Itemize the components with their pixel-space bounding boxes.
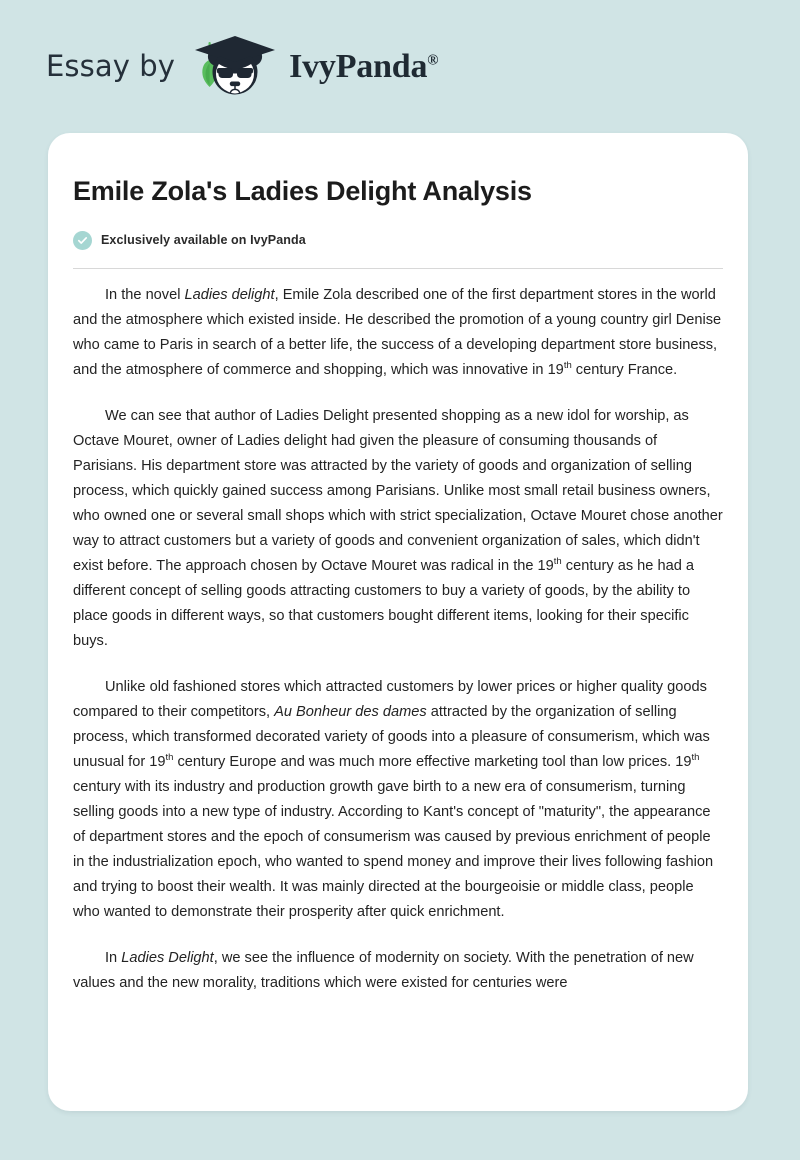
registered-trademark-icon: ® (427, 52, 439, 69)
essay-paragraph (73, 675, 723, 925)
text-run: attracted by the organization of selling process, which transformed decorated variety of goods into a pleasure of consumerism, which was unusual for 19 (73, 703, 710, 770)
brand-header (0, 0, 800, 133)
text-run: , Emile Zola described one of the first department stores in the world and the atmosphere which existed inside. He described the promotion of a young country girl Denise who came to Paris in search of a better life, the success of a developing department store business, and the atmosphere of commerce and shopping, which was innovative in 19 (73, 286, 722, 378)
panda-graduate-icon (189, 30, 281, 104)
essay-paragraph (73, 283, 723, 383)
italic-text: Ladies delight (184, 286, 275, 303)
ivypanda-logo[interactable] (189, 30, 438, 104)
essay-paper-card (48, 133, 748, 1111)
text-run: century as he had a different concept of selling goods attracting customers to buy a variety of goods, by the ability to place goods in different ways, so that customers bought different items, looking for their specific buys. (73, 557, 694, 649)
italic-text: Au Bonheur des dames (274, 703, 427, 720)
essay-paragraph (73, 404, 723, 654)
ordinal-superscript: th (165, 751, 174, 763)
text-run: century France. (571, 361, 678, 378)
text-run: We can see that author of Ladies Delight presented shopping as a new idol for worship, as Octave Mouret, owner of Ladies delight had given the pleasure of consuming thousands of Parisians. His department store was attracted by the variety of goods and organization of selling process, which quickly gained success among Parisians. Unlike most small retail business owners, who owned one or several small shops which with strict specialization, Octave Mouret chose another way to attract customers but a variety of goods and convenient organization of sales, which didn't exist before. The approach chosen by Octave Mouret was radical in the 19 (73, 407, 723, 574)
brand-name-text: IvyPanda (289, 47, 428, 85)
essay-body (73, 283, 723, 996)
essay-by-label: Essay by (46, 49, 176, 83)
ordinal-superscript: th (553, 555, 562, 567)
ordinal-superscript: th (691, 751, 700, 763)
status-badge-label: Exclusively available on IvyPanda (101, 233, 306, 248)
text-run: In the novel (105, 286, 185, 303)
title-divider (73, 268, 723, 269)
text-run: century Europe and was much more effective marketing tool than low prices. 19 (173, 753, 692, 770)
text-run: In (105, 949, 122, 966)
essay-paragraph (73, 946, 723, 996)
status-badge (73, 231, 723, 250)
check-circle-icon (73, 231, 92, 250)
text-run: Unlike old fashioned stores which attracted customers by lower prices or higher quality goods compared to their competitors, (73, 678, 707, 720)
italic-text: Ladies Delight (121, 949, 214, 966)
page-title: Emile Zola's Ladies Delight Analysis (73, 176, 532, 206)
brand-wordmark (289, 47, 439, 85)
text-run: , we see the influence of modernity on society. With the penetration of new values and the new morality, traditions which were existed for centuries were (73, 949, 694, 991)
ordinal-superscript: th (563, 359, 572, 371)
text-run: century with its industry and production growth gave birth to a new era of consumerism, turning selling goods into a new type of industry. According to Kant's concept of "maturity", the appearance of department stores and the epoch of consumerism was caused by previous enrichment of people in the industrialization epoch, who wanted to spend money and improve their lives following fashion and trying to boost their wealth. It was mainly directed at the bourgeoisie or middle class, people who wanted to demonstrate their prosperity after quick enrichment. (73, 778, 714, 920)
